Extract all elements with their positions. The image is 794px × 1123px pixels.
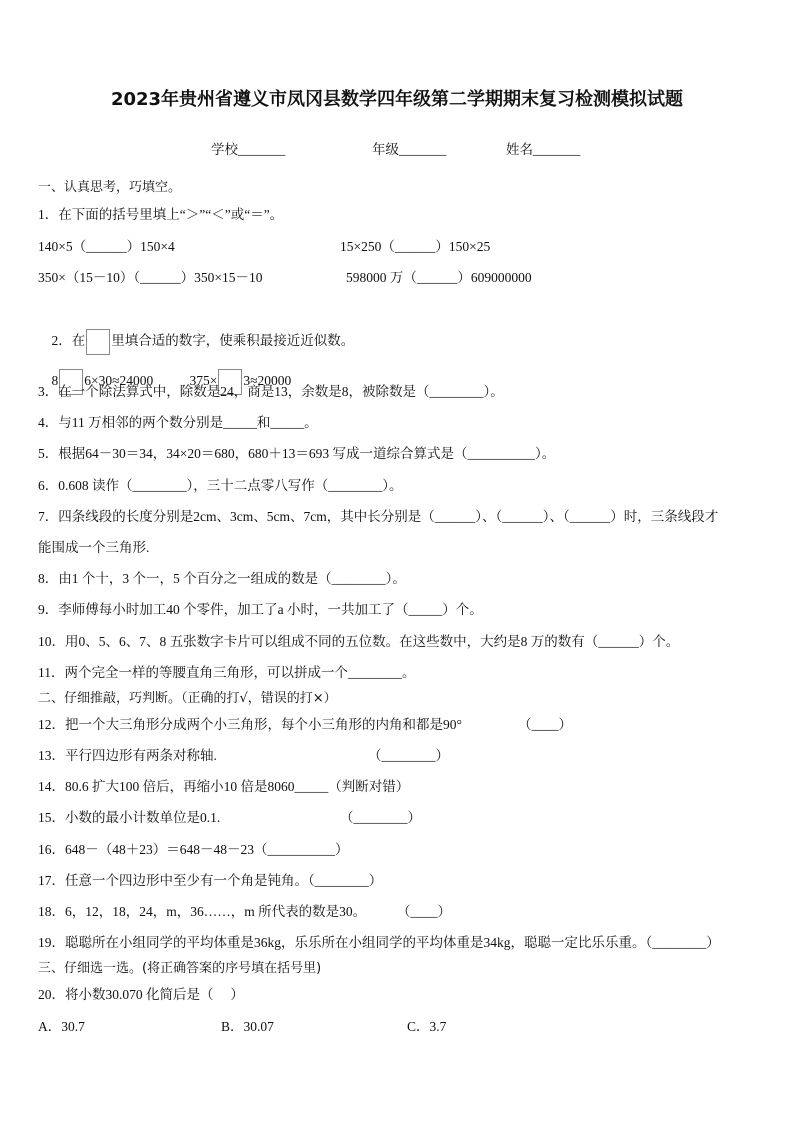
question-3: 3．在一个除法算式中，除数是24，商是13，余数是8，被除数是（________）。 xyxy=(38,384,504,399)
question-17: 17．任意一个四边形中至少有一个角是钝角。（________） xyxy=(38,873,383,888)
question-20: 20．将小数30.070 化简后是（ ） xyxy=(38,987,244,1002)
question-16: 16．648－（48＋23）＝648－48－23（__________） xyxy=(38,842,349,857)
question-13: 13．平行四边形有两条对称轴. xyxy=(38,748,217,763)
question-2-b-pre: 375× xyxy=(189,373,218,388)
section-heading-1: 一、认真思考，巧填空。 xyxy=(38,180,182,195)
question-1-c: 350×（15－10）（______）350×15－10 xyxy=(38,270,263,285)
question-20-option-b: B．30.07 xyxy=(221,1019,274,1034)
page-title: 2023年贵州省遵义市凤冈县数学四年级第二学期期末复习检测模拟试题 xyxy=(110,89,684,110)
question-6: 6．0.608 读作（________），三十二点零八写作（________）。 xyxy=(38,478,403,493)
question-12: 12．把一个大三角形分成两个小三角形，每个小三角形的内角和都是90° xyxy=(38,717,462,732)
question-18-blank: （____） xyxy=(397,904,451,919)
question-1-a: 140×5（______）150×4 xyxy=(38,239,175,254)
section-heading-2: 二、仔细推敲，巧判断。（正确的打√，错误的打×） xyxy=(38,691,337,706)
question-2-a-post: 6×30≈24000 xyxy=(84,373,154,388)
question-12-blank: （____） xyxy=(518,717,572,732)
section-heading-3: 三、仔细选一选。(将正确答案的序号填在括号里) xyxy=(38,961,322,976)
question-20-option-c: C．3.7 xyxy=(407,1019,447,1034)
question-5: 5．根据64－30＝34，34×20＝680，680＋13＝693 写成一道综合算式是（__________）。 xyxy=(38,446,556,461)
grade-field: 年级_______ xyxy=(372,142,447,157)
question-20-option-a: A．30.7 xyxy=(38,1019,85,1034)
question-15: 15．小数的最小计数单位是0.1. xyxy=(38,810,221,825)
question-1-d: 598000 万（______）609000000 xyxy=(346,270,532,285)
question-9: 9．李师傅每小时加工40 个零件，加工了a 小时，一共加工了（_____）个。 xyxy=(38,602,483,617)
question-1-b: 15×250（______）150×25 xyxy=(340,239,491,254)
question-11: 11．两个完全一样的等腰直角三角形，可以拼成一个________。 xyxy=(38,665,416,680)
question-15-blank: （________） xyxy=(340,810,421,825)
question-2-a-pre: 8 xyxy=(51,373,59,388)
name-field: 姓名_______ xyxy=(506,142,581,157)
question-7-line-1: 7．四条线段的长度分别是2cm、3cm、5cm、7cm，其中长分别是（______）、（______）、（______）时，三条线段才 xyxy=(38,509,719,524)
question-13-blank: （________） xyxy=(368,748,449,763)
question-19: 19．聪聪所在小组同学的平均体重是36kg，乐乐所在小组同学的平均体重是34kg，聪聪一定比乐乐重。（________） xyxy=(38,935,720,950)
question-2-b xyxy=(176,342,291,421)
question-2-a xyxy=(38,342,153,421)
question-4: 4．与11 万相邻的两个数分别是_____和_____。 xyxy=(38,415,318,430)
question-18: 18．6，12，18，24，m，36……，m 所代表的数是30。 xyxy=(38,904,367,919)
question-10: 10．用0、5、6、7、8 五张数字卡片可以组成不同的五位数。在这些数中，大约是8 万的数有（______）个。 xyxy=(38,634,680,649)
question-1-stem: 1．在下面的括号里填上“＞”“＜”或“＝”。 xyxy=(38,207,284,222)
school-field: 学校_______ xyxy=(211,142,286,157)
question-2-b-post: 3≈20000 xyxy=(243,373,292,388)
question-14: 14．80.6 扩大100 倍后，再缩小10 倍是8060_____（判断对错） xyxy=(38,779,410,794)
question-8: 8．由1 个十，3 个一，5 个百分之一组成的数是（________）。 xyxy=(38,571,406,586)
question-2-stem-pre: 2．在 xyxy=(51,333,86,348)
question-7-line-2: 能围成一个三角形. xyxy=(38,540,150,555)
question-2-stem-post: 里填合适的数字，使乘积最接近近似数。 xyxy=(111,333,355,348)
